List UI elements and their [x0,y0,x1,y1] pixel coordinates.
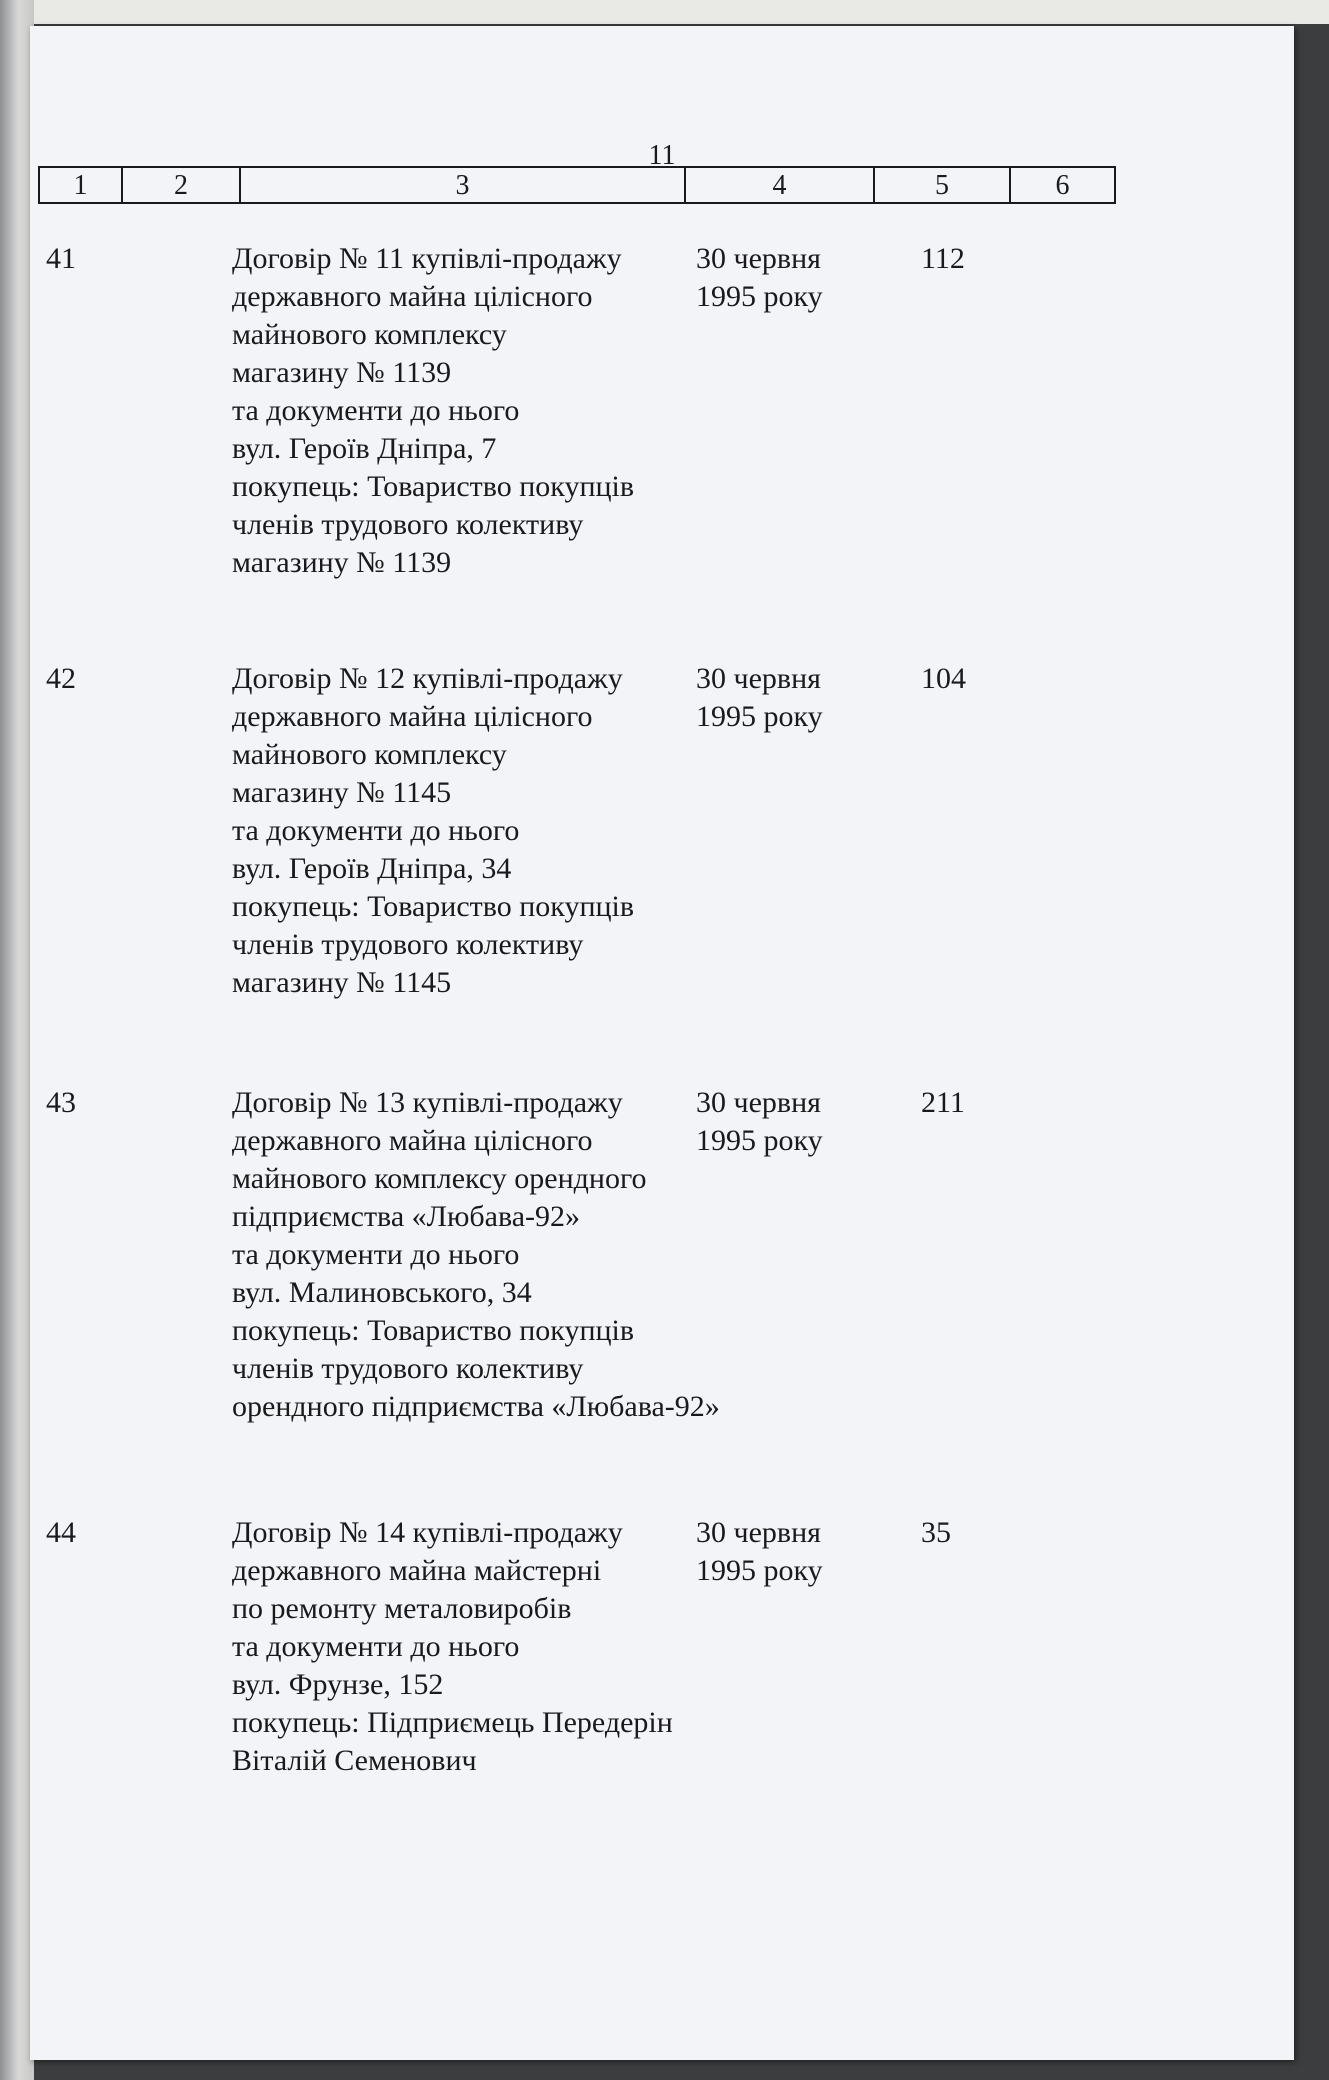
entry-description [232,1514,752,1780]
document-page [30,26,1294,2060]
description-line: вул. Малиновського, 34 [232,1276,532,1309]
description-line: покупець: Підприємець Передерін [232,1706,673,1739]
description-line: та документи до нього [232,1630,520,1663]
entry-date [696,660,823,736]
entry-number: 42 [46,662,76,695]
description-line: магазину № 1145 [232,776,452,809]
entry-description [232,660,752,1002]
description-line: та документи до нього [232,394,520,427]
date-line: 1995 року [696,1124,823,1157]
column-header-3: 3 [241,168,686,202]
page-number: 11 [648,140,676,171]
description-line: по ремонту металовиробів [232,1592,572,1625]
entry-date [696,1084,823,1160]
description-line: членів трудового колективу [232,928,584,961]
entry-number: 41 [46,242,76,275]
entry-sheet-count: 112 [921,242,965,275]
date-line: 30 червня [696,662,821,695]
description-line: магазину № 1145 [232,966,452,999]
description-line: державного майна цілісного [232,1124,593,1157]
description-line: вул. Героїв Дніпра, 7 [232,432,497,465]
entry-date [696,1514,823,1590]
entry-sheet-count: 104 [921,662,966,695]
scan-top-strip [0,0,1329,24]
description-line: членів трудового колективу [232,508,584,541]
description-line: Договір № 11 купівлі-продажу [232,242,622,275]
description-line: державного майна майстерні [232,1554,602,1587]
entry-number: 43 [46,1086,76,1119]
description-line: магазину № 1139 [232,356,452,389]
column-header-6: 6 [1055,170,1070,201]
description-line: членів трудового колективу [232,1352,584,1385]
description-line: та документи до нього [232,1238,520,1271]
description-line: вул. Фрунзе, 152 [232,1668,444,1701]
description-line: вул. Героїв Дніпра, 34 [232,852,512,885]
description-line: Договір № 12 купівлі-продажу [232,662,623,695]
entry-sheet-count: 211 [921,1086,965,1119]
description-line: майнового комплексу орендного [232,1162,647,1195]
description-line: державного майна цілісного [232,700,593,733]
column-header-row [38,166,1116,204]
description-line: покупець: Товариство покупців [232,470,635,503]
description-line: Договір № 13 купівлі-продажу [232,1086,623,1119]
description-line: та документи до нього [232,814,520,847]
date-line: 1995 року [696,1554,823,1587]
column-header-1: 1 [40,168,123,202]
column-header-5: 5 [875,168,1011,202]
date-line: 1995 року [696,280,823,313]
date-line: 30 червня [696,1086,821,1119]
description-line: покупець: Товариство покупців [232,1314,635,1347]
page-edge-left [0,0,34,2080]
description-line: майнового комплексу [232,318,507,351]
description-line: магазину № 1139 [232,546,452,579]
entry-description [232,240,752,582]
description-line: орендного підприємства «Любава-92» [232,1390,720,1423]
date-line: 30 червня [696,1516,821,1549]
description-line: покупець: Товариство покупців [232,890,635,923]
column-header-2: 2 [123,168,241,202]
description-line: державного майна цілісного [232,280,593,313]
date-line: 1995 року [696,700,823,733]
description-line: Віталій Семенович [232,1744,477,1777]
entry-number: 44 [46,1516,76,1549]
entry-date [696,240,823,316]
description-line: майнового комплексу [232,738,507,771]
entry-description [232,1084,752,1426]
column-header-4: 4 [686,168,875,202]
entry-sheet-count: 35 [921,1516,951,1549]
date-line: 30 червня [696,242,821,275]
description-line: підприємства «Любава-92» [232,1200,581,1233]
description-line: Договір № 14 купівлі-продажу [232,1516,623,1549]
